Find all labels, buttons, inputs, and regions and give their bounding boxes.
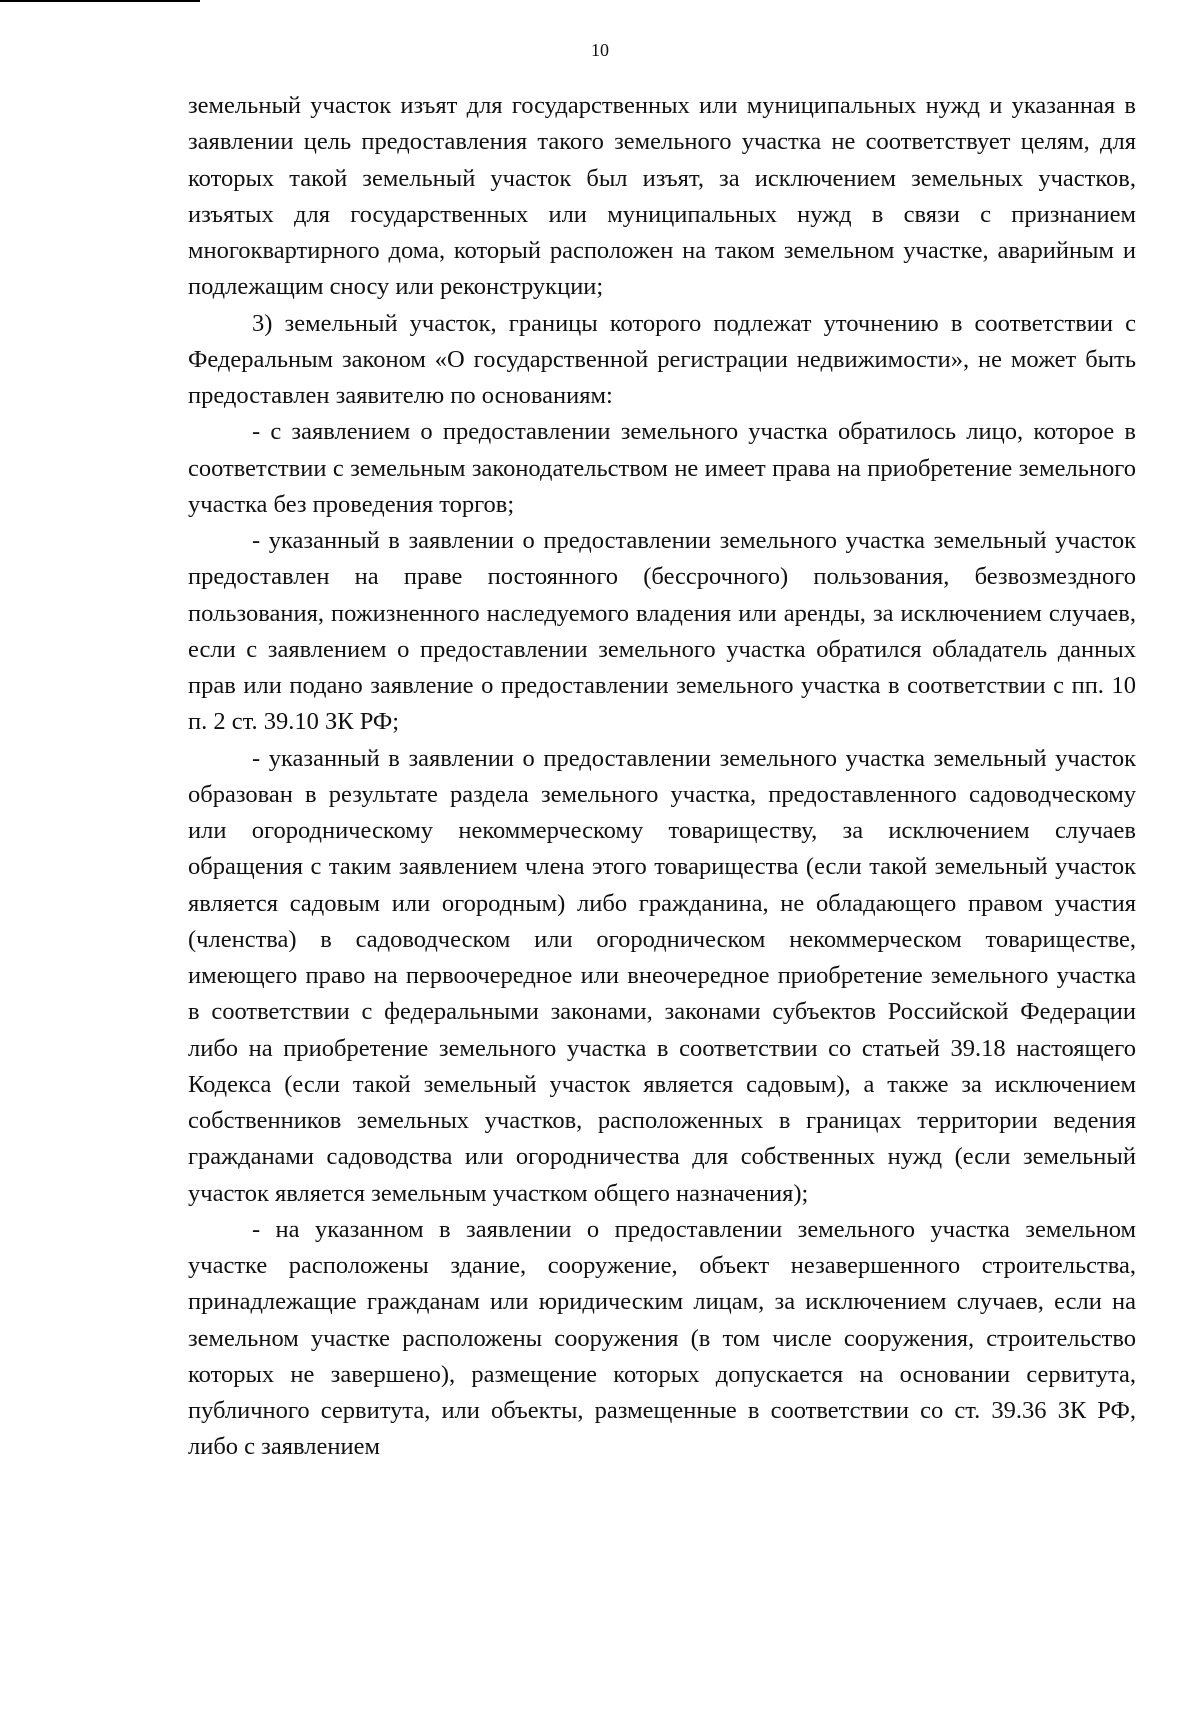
paragraph-bullet: - на указанном в заявлении о предоставлении земельного участка земельном участке расположены здание, сооружение, объект незавершенного строительства, принадлежащие гражданам или юридическим лицам, за исключением случаев, если на земельном участке расположены сооружения (в том числе сооружения, строительство которых не завершено), размещение которых допускается на основании сервитута, публичного сервитута, или объекты, размещенные в соответствии со ст. 39.36 ЗК РФ, либо с заявлением bbox=[188, 1215, 1136, 1461]
document-body bbox=[188, 88, 1136, 1466]
paragraph-bullet: - указанный в заявлении о предоставлении земельного участка земельный участок образован в результате раздела земельного участка, предоставленного садоводческому или огородническому некоммерческому товариществу, за исключением случаев обращения с таким заявлением члена этого товарищества (если такой земельный участок является садовым или огородным) либо гражданина, не обладающего правом участия (членства) в садоводческом или огородническом некоммерческом товариществе, имеющего право на первоочередное или внеочередное приобретение земельного участка в соответствии с федеральными законами, законами субъектов Российской Федерации либо на приобретение земельного участка в соответствии со статьей 39.18 настоящего Кодекса (если такой земельный участок является садовым), а также за исключением собственников земельных участков, расположенных в границах территории ведения гражданами садоводства или огородничества для собственных нужд (если земельный участок является земельным участком общего назначения); bbox=[188, 744, 1136, 1207]
paragraph-continuation: земельный участок изъят для государственных или муниципальных нужд и указанная в заявлении цель предоставления такого земельного участка не соответствует целям, для которых такой земельный участок был изъят, за исключением земельных участков, изъятых для государственных или муниципальных нужд в связи с признанием многоквартирного дома, который расположен на таком земельном участке, аварийным и подлежащим сносу или реконструкции; bbox=[188, 92, 1136, 301]
paragraph-item-3: 3) земельный участок, границы которого подлежат уточнению в соответствии с Федеральным законом «О государственной регистрации недвижимости», не может быть предоставлен заявителю по основаниям: bbox=[188, 309, 1136, 409]
page-number: 10 bbox=[591, 40, 609, 60]
paragraph-bullet: - указанный в заявлении о предоставлении земельного участка земельный участок предоставлен на праве постоянного (бессрочного) пользования, безвозмездного пользования, пожизненного наследуемого владения или аренды, за исключением случаев, если с заявлением о предоставлении земельного участка обратился обладатель данных прав или подано заявление о предоставлении земельного участка в соответствии с пп. 10 п. 2 ст. 39.10 ЗК РФ; bbox=[188, 527, 1136, 736]
scan-edge-line bbox=[0, 0, 200, 2]
paragraph-bullet: - с заявлением о предоставлении земельного участка обратилось лицо, которое в соответствии с земельным законодательством не имеет права на приобретение земельного участка без проведения торгов; bbox=[188, 418, 1136, 518]
